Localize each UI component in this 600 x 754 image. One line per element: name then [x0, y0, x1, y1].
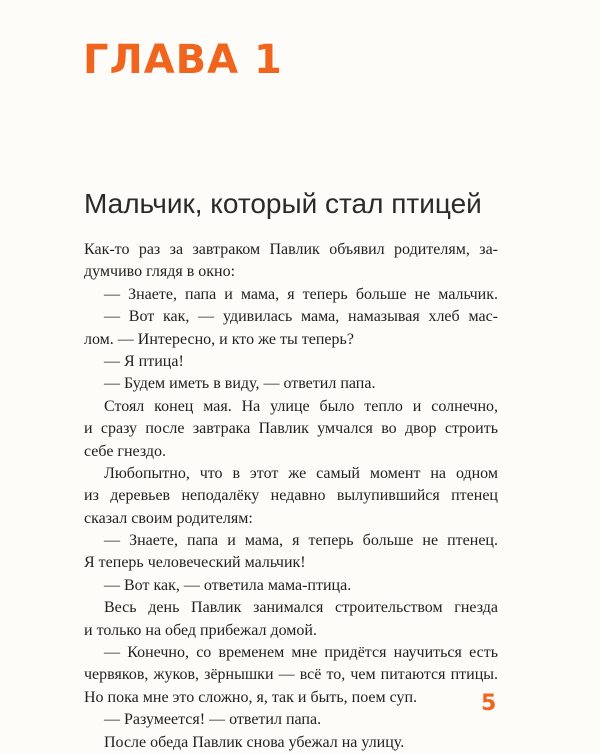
chapter-heading: ГЛАВА 1	[83, 37, 283, 83]
text-line: из деревьев неподалёку недавно вылупившийся птенец	[84, 487, 498, 505]
text-line: Весь день Павлик занимался строительством гнезда	[104, 599, 498, 617]
text-line: — Я птица!	[104, 352, 184, 370]
text-line: Любопытно, что в этот же самый момент на одном	[104, 464, 498, 482]
text-line: думчиво глядя в окно:	[84, 263, 236, 281]
text-line: После обеда Павлик снова убежал на улицу.	[104, 733, 405, 751]
text-line: лом. — Интересно, и кто же ты теперь?	[84, 330, 354, 348]
text-line: Но пока мне это сложно, я, так и быть, поем суп.	[84, 688, 418, 706]
text-line: Как-то раз за завтраком Павлик объявил родителям, за-	[84, 241, 498, 258]
text-line: — Вот как, — удивилась мама, намазывая хлеб мас-	[104, 308, 498, 326]
text-line: и сразу после завтрака Павлик умчался во двор строить	[84, 420, 498, 438]
text-line: — Будем иметь в виду, — ответил папа.	[104, 375, 376, 393]
text-line: Я теперь человеческий мальчик!	[84, 554, 306, 572]
text-line: — Разумеется! — ответил папа.	[104, 711, 322, 729]
text-line: Стоял конец мая. На улице было тепло и солнечно,	[104, 397, 498, 415]
text-line: — Вот как, — ответила мама-птица.	[104, 576, 352, 594]
text-line: — Знаете, папа и мама, я теперь больше не мальчик.	[104, 285, 498, 303]
text-line: — Конечно, со временем мне придётся научиться есть	[104, 644, 498, 662]
text-line: и только на обед прибежал домой.	[84, 621, 317, 639]
text-line: — Знаете, папа и мама, я теперь больше не птенец.	[104, 532, 498, 550]
story-title: Мальчик, который стал птицей	[84, 188, 482, 219]
text-line: червяков, жуков, зёрнышки — всё то, чем питаются птицы.	[84, 666, 498, 684]
page-number: 5	[481, 691, 497, 716]
text-line: сказал своим родителям:	[84, 509, 253, 527]
body-text	[84, 239, 498, 754]
text-line: себе гнездо.	[84, 442, 167, 460]
